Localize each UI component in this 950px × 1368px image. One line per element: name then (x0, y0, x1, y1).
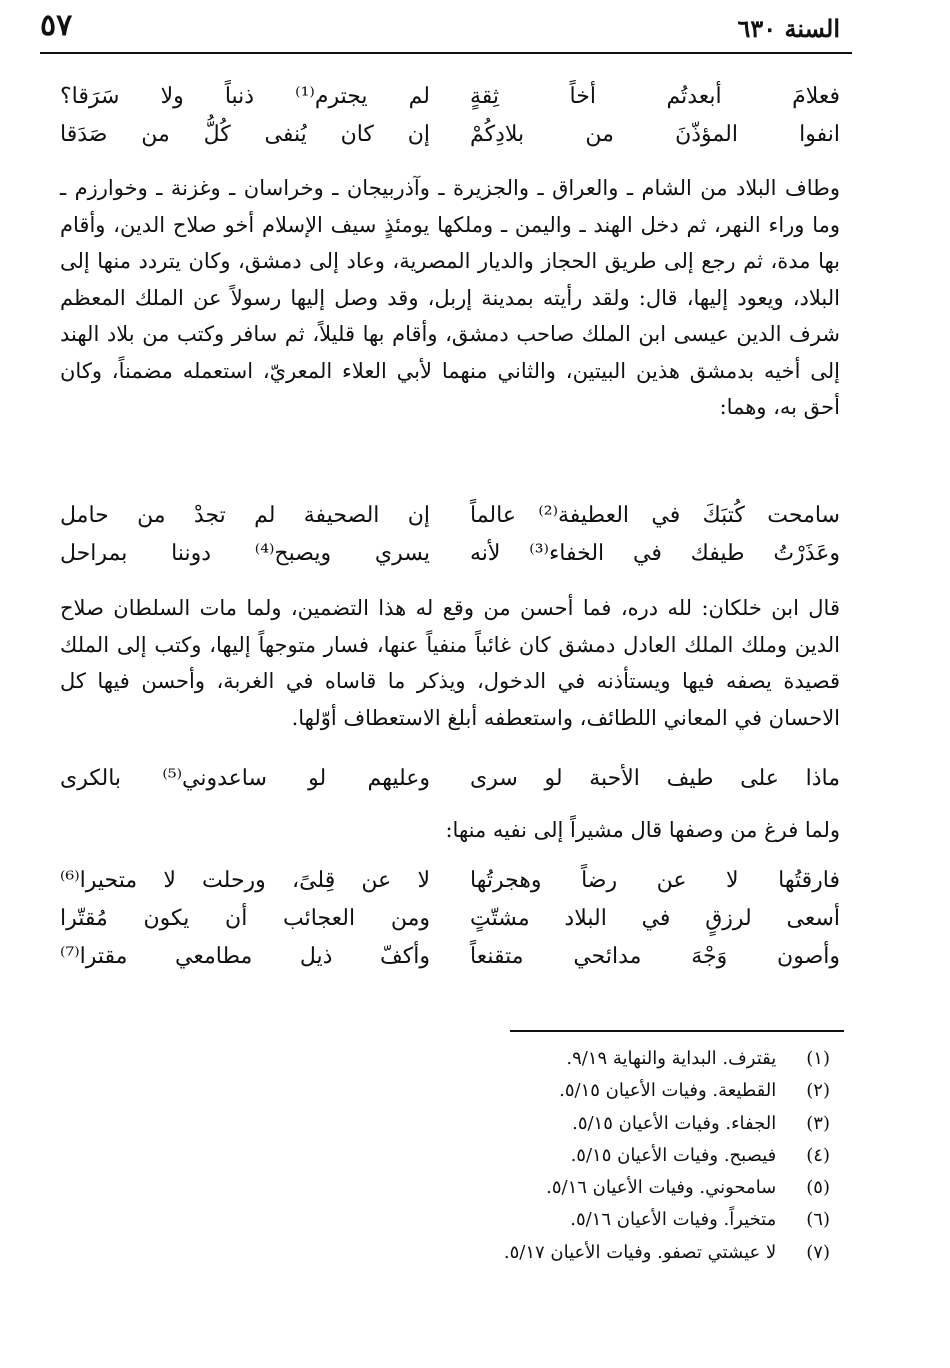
verse-block-3 (60, 760, 840, 798)
footnote (504, 1204, 830, 1236)
footnote (504, 1075, 830, 1107)
verse-hemistich-left: ومن العجائب أن يكون مُقتّرا (60, 906, 430, 931)
verse-hemistich-right: فعلامَ أبعدتُم أخاً ثِقةٍ (470, 84, 840, 109)
footnote-text: لا عيشتي تصفو. وفيات الأعيان ٥/١٧. (503, 1241, 777, 1263)
footnote-text: متخيراً. وفيات الأعيان ٥/١٦. (570, 1209, 777, 1231)
footnote-number: (٥) (806, 1177, 830, 1199)
footnote-number: (٢) (806, 1080, 830, 1102)
paragraph-ibn-khallikan: قال ابن خلكان: لله دره، فما أحسن من وقع له هذا التضمين، ولما مات السلطان صلاح الدين وملك الملك العادل دمشق كان غائباً منفياً عنها، فسار متوجهاً إليها، وكتب إلى الملك قصيدة يصفه فيها ويستأذنه في الدخول، ويذكر ما قاساه في الغربة، وأحسن فيها كل الاحسان في المعاني اللطائف، واستعطفه أبلغ الاستعطاف أوّلها. (60, 596, 840, 730)
footnote-number: (٤) (806, 1144, 830, 1166)
footnote-text: يقترف. البداية والنهاية ٩/١٩. (566, 1048, 777, 1069)
verse-line (60, 535, 840, 573)
verse-line (60, 900, 840, 938)
footnote-text: سامحوني. وفيات الأعيان ٥/١٦. (546, 1177, 777, 1199)
footnote-number: (٦) (806, 1209, 830, 1231)
running-header-year: السنة ٦٣٠ (737, 14, 840, 43)
verse-line (60, 862, 840, 900)
footnote (504, 1043, 830, 1075)
footnote-number: (٣) (806, 1112, 830, 1134)
footnote-text: القطيعة. وفيات الأعيان ٥/١٥. (559, 1080, 777, 1102)
footnote-number: (٧) (806, 1241, 830, 1263)
verse-hemistich-left: لا عن قِلىً، ورحلت لا متحيرا⁽⁶⁾ (60, 868, 430, 893)
footnote (504, 1237, 830, 1269)
footnote-number: (١) (806, 1048, 830, 1069)
verse-hemistich-right: سامحت كُتبَكَ في العطيفة⁽²⁾ عالماً (470, 503, 840, 528)
verse-hemistich-right: انفوا المؤذّنَ من بلادِكُمْ (470, 122, 840, 147)
footnotes (504, 1043, 830, 1269)
verse-hemistich-right: فارقتُها لا عن رضاً وهجرتُها (470, 868, 840, 893)
verse-hemistich-left: إن كان يُنفى كُلُّ من صَدَقا (60, 122, 430, 147)
verse-block-2 (60, 497, 840, 573)
footnote-text: فيصبح. وفيات الأعيان ٥/١٥. (570, 1144, 777, 1166)
verse-line (60, 78, 840, 116)
footnote (504, 1108, 830, 1140)
verse-line (60, 760, 840, 798)
footnote-rule (510, 1030, 844, 1032)
footnote (504, 1172, 830, 1204)
verse-line (60, 938, 840, 976)
verse-block-1 (60, 78, 840, 154)
verse-hemistich-left: وعليهم لو ساعدوني⁽⁵⁾ بالكرى (60, 766, 431, 791)
verse-hemistich-left: لم يجترم⁽¹⁾ ذنباً ولا سَرَقا؟ (60, 84, 430, 109)
verse-hemistich-right: ماذا على طيف الأحبة لو سرى (470, 766, 840, 791)
page-number: ٥٧ (40, 8, 73, 43)
verse-hemistich-left: يسري ويصبح⁽⁴⁾ دوننا بمراحل (60, 541, 430, 566)
footnote-text: الجفاء. وفيات الأعيان ٥/١٥. (572, 1112, 777, 1134)
verse-hemistich-left: وأكفّ ذيل مطامعي مقترا⁽⁷⁾ (60, 944, 430, 969)
verse-block-4 (60, 862, 840, 976)
header-rule (40, 52, 852, 54)
paragraph-intro-verse: ولما فرغ من وصفها قال مشيراً إلى نفيه منها: (445, 818, 840, 842)
verse-hemistich-right: أسعى لرزقٍ في البلاد مشتّتٍ (470, 906, 840, 931)
verse-hemistich-left: إن الصحيفة لم تجدْ من حامل (60, 503, 430, 528)
verse-hemistich-right: وعَذَرْتُ طيفك في الخفاء⁽³⁾ لأنه (470, 541, 840, 566)
verse-hemistich-right: وأصون وَجْهَ مدائحي متقنعاً (470, 944, 840, 969)
verse-line (60, 116, 840, 154)
verse-line (60, 497, 840, 535)
paragraph-travels: وطاف البلاد من الشام ـ والعراق ـ والجزيرة ـ وآذربيجان ـ وخراسان ـ وغزنة ـ وخوارزم ـ وما وراء النهر، ثم دخل الهند ـ واليمن ـ وملكها يومئذٍ سيف الإسلام أخو صلاح الدين، وأقام بها مدة، ثم رجع إلى طريق الحجاز والديار المصرية، وعاد إلى دمشق، وكان يتردد منها إلى البلاد، ويعود إليها، قال: ولقد رأيته بمدينة إربل، وقد وصل إليها رسولاً عن الملك المعظم شرف الدين عيسى ابن الملك صاحب دمشق، وأقام بها قليلاً، ثم سافر وكتب من بلاد الهند إلى أخيه بدمشق هذين البيتين، والثاني منهما لأبي العلاء المعريّ، استعمله مضمناً، وكان أحق به، وهما: (60, 176, 840, 419)
footnote (504, 1140, 830, 1172)
